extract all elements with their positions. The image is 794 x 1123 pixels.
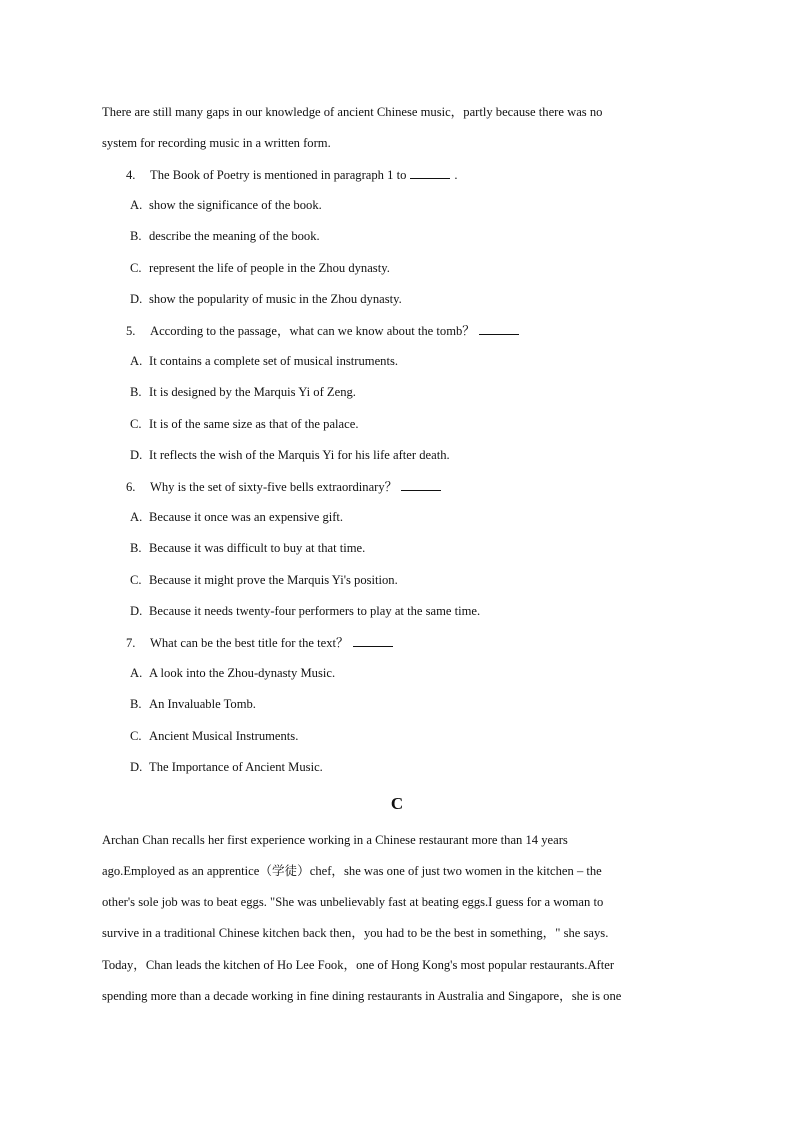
section-heading: C: [390, 794, 404, 813]
question-number: 5.: [126, 324, 136, 338]
option-text: The Importance of Ancient Music.: [149, 760, 323, 774]
answer-blank[interactable]: [353, 634, 393, 647]
passage-line-5: Today，Chan leads the kitchen of Ho Lee Fook，one of Hong Kong's most popular restaurants.After: [102, 958, 615, 972]
option-4b[interactable]: [130, 228, 320, 244]
option-text: Ancient Musical Instruments.: [149, 729, 299, 743]
answer-blank[interactable]: [401, 478, 441, 491]
question-4: [126, 166, 458, 183]
passage-line-1: Archan Chan recalls her first experience working in a Chinese restaurant more than 14 years: [102, 833, 568, 847]
option-5c[interactable]: [130, 416, 358, 432]
option-letter: B.: [130, 541, 142, 555]
option-7a[interactable]: [130, 665, 335, 681]
option-5b[interactable]: [130, 384, 356, 400]
answer-blank[interactable]: [410, 166, 450, 179]
question-number: 4.: [126, 168, 136, 182]
passage-line-2: ago.Employed as an apprentice（学徒）chef，she was one of just two women in the kitchen – the: [102, 864, 602, 878]
option-6d[interactable]: [130, 603, 480, 619]
option-letter: B.: [130, 385, 142, 399]
option-letter: A.: [130, 666, 143, 680]
option-letter: D.: [130, 292, 143, 306]
option-letter: D.: [130, 760, 143, 774]
question-7: [126, 634, 393, 651]
question-5: [126, 322, 519, 339]
option-letter: A.: [130, 510, 143, 524]
option-letter: B.: [130, 697, 142, 711]
option-text: It is of the same size as that of the palace.: [149, 417, 359, 431]
question-stem: The Book of Poetry is mentioned in paragraph 1 to: [150, 168, 407, 182]
option-4a[interactable]: [130, 197, 322, 213]
option-7c[interactable]: [130, 728, 298, 744]
option-letter: C.: [130, 729, 142, 743]
option-text: Because it once was an expensive gift.: [149, 510, 344, 524]
option-letter: D.: [130, 448, 143, 462]
option-text: show the significance of the book.: [149, 198, 322, 212]
option-letter: D.: [130, 604, 143, 618]
question-stem: According to the passage，what can we know about the tomb？: [150, 324, 475, 338]
option-text: describe the meaning of the book.: [149, 229, 320, 243]
question-6: [126, 478, 441, 495]
option-7b[interactable]: [130, 696, 256, 712]
option-text: represent the life of people in the Zhou dynasty.: [149, 261, 390, 275]
question-tail: .: [454, 168, 458, 182]
option-text: show the popularity of music in the Zhou dynasty.: [149, 292, 402, 306]
question-stem: Why is the set of sixty-five bells extraordinary？: [150, 480, 398, 494]
intro-line-1: There are still many gaps in our knowledge of ancient Chinese music，partly because there was no: [102, 105, 603, 119]
option-text: It contains a complete set of musical instruments.: [149, 354, 399, 368]
option-letter: A.: [130, 354, 143, 368]
answer-blank[interactable]: [479, 322, 519, 335]
option-5d[interactable]: [130, 447, 450, 463]
option-text: Because it was difficult to buy at that time.: [149, 541, 366, 555]
option-6a[interactable]: [130, 509, 343, 525]
question-stem: What can be the best title for the text？: [150, 636, 349, 650]
option-letter: C.: [130, 261, 142, 275]
passage-line-3: other's sole job was to beat eggs. "She was unbelievably fast at beating eggs.I guess for a woman to: [102, 895, 604, 909]
option-letter: C.: [130, 417, 142, 431]
intro-line-2: system for recording music in a written form.: [102, 136, 331, 150]
question-number: 7.: [126, 636, 136, 650]
option-6b[interactable]: [130, 540, 365, 556]
option-7d[interactable]: [130, 759, 323, 775]
option-text: Because it might prove the Marquis Yi's position.: [149, 573, 398, 587]
option-text: It reflects the wish of the Marquis Yi for his life after death.: [149, 448, 450, 462]
option-text: It is designed by the Marquis Yi of Zeng.: [149, 385, 356, 399]
option-letter: B.: [130, 229, 142, 243]
option-letter: C.: [130, 573, 142, 587]
passage-line-4: survive in a traditional Chinese kitchen back then，you had to be the best in something，" she says.: [102, 926, 609, 940]
passage-line-6: spending more than a decade working in fine dining restaurants in Australia and Singapore，she is one: [102, 989, 622, 1003]
option-6c[interactable]: [130, 572, 398, 588]
option-text: An Invaluable Tomb.: [149, 697, 256, 711]
option-4d[interactable]: [130, 291, 402, 307]
option-5a[interactable]: [130, 353, 398, 369]
option-letter: A.: [130, 198, 143, 212]
option-text: A look into the Zhou-dynasty Music.: [149, 666, 336, 680]
option-4c[interactable]: [130, 260, 390, 276]
question-number: 6.: [126, 480, 136, 494]
option-text: Because it needs twenty-four performers to play at the same time.: [149, 604, 481, 618]
